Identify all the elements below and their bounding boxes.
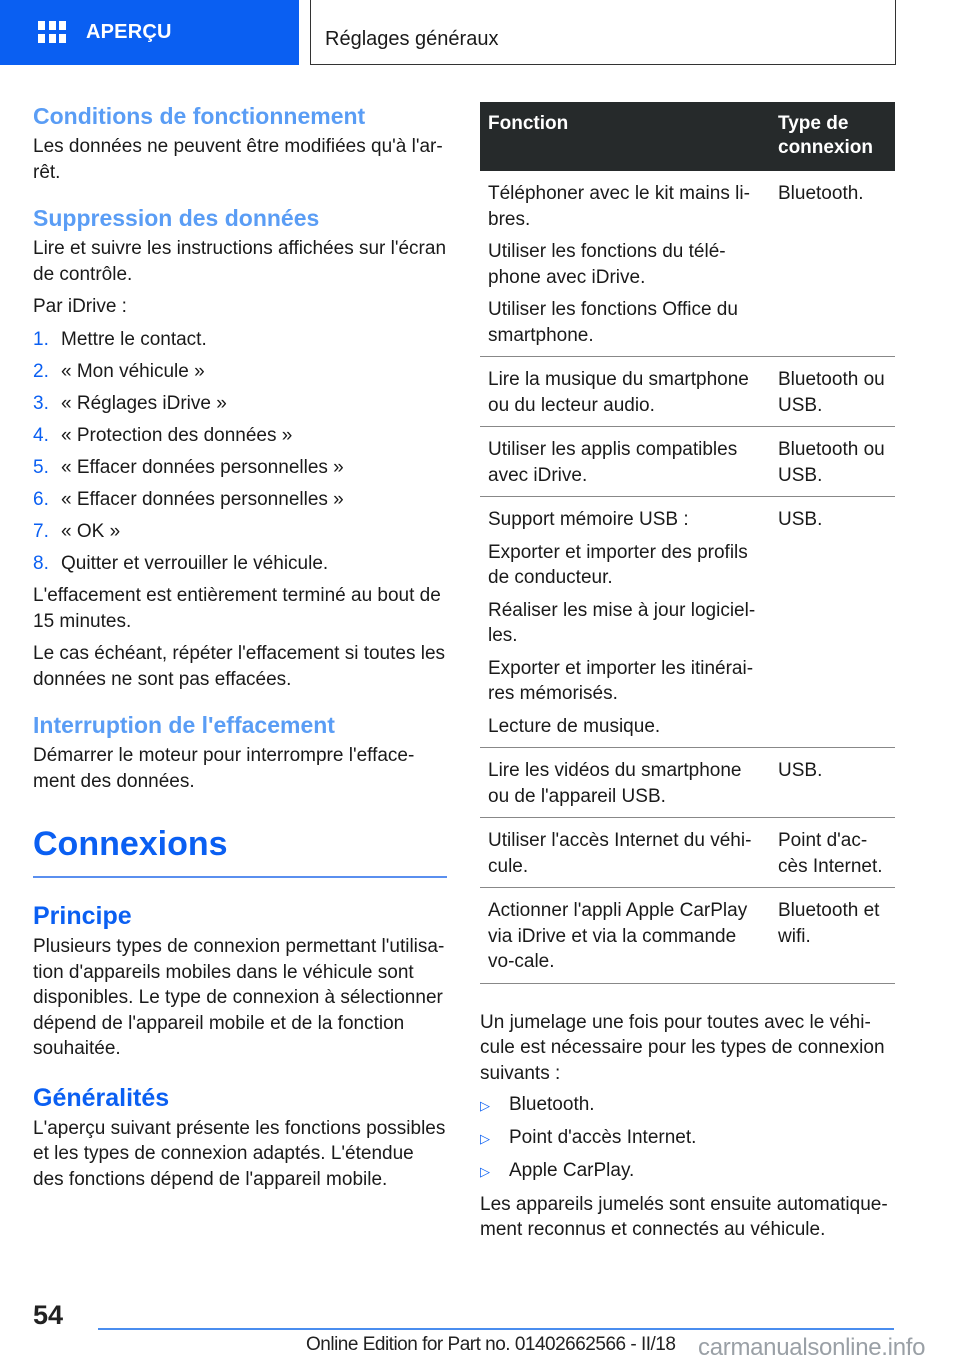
triangle-bullet-icon: ▷: [480, 1164, 490, 1179]
table-row: [480, 497, 895, 748]
grid-icon: [38, 21, 66, 45]
left-column: [33, 102, 447, 1192]
fonction-text: Lire les vidéos du smartphone ou de l'appareil USB.: [488, 760, 742, 807]
heading-conditions: Conditions de fonctionnement: [33, 103, 366, 129]
type-cell: Point d'ac-cès Internet.: [770, 818, 895, 888]
fonction-text: Exporter et importer des profils de conducteur.: [488, 541, 748, 588]
edition-text: Online Edition for Part no. 01402662566 - II/18: [306, 1334, 676, 1355]
watermark-link[interactable]: carmanualsonline.info: [698, 1334, 926, 1361]
step-text: Mettre le contact.: [61, 328, 207, 350]
connections-table: [480, 102, 895, 984]
overview-tab-label: APERÇU: [86, 21, 172, 43]
list-item: [33, 487, 447, 513]
suppression-text-2: Par iDrive :: [33, 296, 127, 317]
fonction-cell: [480, 357, 770, 427]
section-title-box: [310, 0, 896, 65]
list-item: [33, 551, 447, 577]
list-item: [33, 423, 447, 449]
fonction-text: Lire la musique du smartphone ou du lecteur audio.: [488, 369, 749, 416]
page-number: 54: [33, 1300, 64, 1330]
overview-tab[interactable]: [0, 0, 299, 65]
principe-text: Plusieurs types de connexion permettant l'utilisa-tion d'appareils mobiles dans le véhicule sont disponibles. Le type de connexion à sélectionner dépend de l'appareil mobile et de la fonction souhaitée.: [33, 936, 445, 1059]
heading-generalites: Généralités: [33, 1083, 170, 1112]
interruption-text: Démarrer le moteur pour interrompre l'efface-ment des données.: [33, 745, 415, 792]
list-item: [33, 359, 447, 385]
bullet-text: Point d'accès Internet.: [509, 1127, 697, 1148]
fonction-text: Utiliser les fonctions Office du smartphone.: [488, 299, 738, 346]
step-number: 4.: [33, 424, 49, 446]
table-row: [480, 357, 895, 427]
fonction-text: Actionner l'appli Apple CarPlay via iDrive et via la commande vo-cale.: [488, 900, 748, 972]
fonction-text: Exporter et importer les itinérai-res mémorisés.: [488, 657, 754, 704]
fonction-text: Utiliser l'accès Internet du véhi-cule.: [488, 830, 752, 877]
right-column: [480, 102, 895, 1243]
fonction-cell: [480, 888, 770, 984]
step-text: « Réglages iDrive »: [61, 392, 227, 414]
list-item: [33, 391, 447, 417]
type-cell: Bluetooth ou USB.: [770, 427, 895, 497]
conditions-text: Les données ne peuvent être modifiées qu'à l'ar-rêt.: [33, 136, 443, 183]
type-cell: USB.: [770, 497, 895, 748]
type-cell: Bluetooth et wifi.: [770, 888, 895, 984]
pairing-text: Un jumelage une fois pour toutes avec le véhi-cule est nécessaire pour les types de connexion suivants :: [480, 1011, 885, 1084]
fonction-cell: [480, 497, 770, 748]
step-number: 8.: [33, 552, 49, 574]
step-number: 2.: [33, 360, 49, 382]
table-row: [480, 818, 895, 888]
fonction-text: Support mémoire USB :: [488, 509, 689, 530]
bullet-list: [480, 1092, 895, 1185]
list-item: [33, 327, 447, 353]
step-text: « Protection des données »: [61, 424, 293, 446]
step-text: « Mon véhicule »: [61, 360, 205, 382]
step-number: 6.: [33, 488, 49, 510]
fonction-text: Lecture de musique.: [488, 715, 661, 737]
fonction-text: Utiliser les fonctions du télé-phone avec iDrive.: [488, 241, 726, 288]
generalites-text: L'aperçu suivant présente les fonctions possibles et les types de connexion adaptés. L'étendue des fonctions dépend de l'appareil mobile.: [33, 1117, 446, 1190]
heading-suppression: Suppression des données: [33, 205, 320, 231]
table-row: [480, 171, 895, 357]
list-item: [33, 519, 447, 545]
heading-principe: Principe: [33, 902, 132, 930]
step-number: 7.: [33, 520, 49, 542]
col-header-fonction: Fonction: [480, 102, 770, 171]
step-text: « Effacer données personnelles »: [61, 488, 344, 510]
steps-list: [33, 327, 447, 577]
step-text: « Effacer données personnelles »: [61, 456, 344, 478]
triangle-bullet-icon: ▷: [480, 1098, 490, 1113]
table-header-row: [480, 102, 895, 171]
type-cell: Bluetooth.: [770, 171, 895, 357]
fonction-cell: [480, 748, 770, 818]
suppression-after-1: L'effacement est entièrement terminé au bout de 15 minutes.: [33, 585, 441, 632]
footer-rule: [98, 1328, 894, 1330]
section-title: Réglages généraux: [325, 27, 499, 50]
fonction-text: Utiliser les applis compatibles avec iDrive.: [488, 439, 738, 486]
bullet-text: Bluetooth.: [509, 1094, 595, 1115]
list-item: [480, 1158, 895, 1185]
fonction-cell: [480, 171, 770, 357]
heading-interruption: Interruption de l'effacement: [33, 712, 335, 738]
col-header-type: Type de connexion: [770, 102, 895, 171]
step-text: Quitter et verrouiller le véhicule.: [61, 552, 329, 574]
type-cell: USB.: [770, 748, 895, 818]
suppression-after-2: Le cas échéant, répéter l'effacement si toutes les données ne sont pas effacées.: [33, 643, 446, 690]
table-row: [480, 888, 895, 984]
table-row: [480, 427, 895, 497]
type-cell: Bluetooth ou USB.: [770, 357, 895, 427]
list-item: [480, 1125, 895, 1152]
closing-text: Les appareils jumelés sont ensuite automatique-ment reconnus et connectés au véhicule.: [480, 1193, 888, 1240]
table-row: [480, 748, 895, 818]
heading-connexions: Connexions: [33, 825, 228, 863]
bullet-text: Apple CarPlay.: [509, 1160, 635, 1181]
fonction-cell: [480, 427, 770, 497]
list-item: [480, 1092, 895, 1119]
step-number: 3.: [33, 392, 49, 414]
step-number: 5.: [33, 456, 49, 478]
fonction-text: Réaliser les mise à jour logiciel-les.: [488, 599, 756, 646]
list-item: [33, 455, 447, 481]
suppression-text-1: Lire et suivre les instructions affichées sur l'écran de contrôle.: [33, 238, 447, 285]
step-number: 1.: [33, 328, 49, 350]
step-text: « OK »: [61, 520, 121, 542]
fonction-cell: [480, 818, 770, 888]
heading-rule: [33, 876, 447, 878]
fonction-text: Téléphoner avec le kit mains li-bres.: [488, 183, 750, 230]
triangle-bullet-icon: ▷: [480, 1131, 490, 1146]
